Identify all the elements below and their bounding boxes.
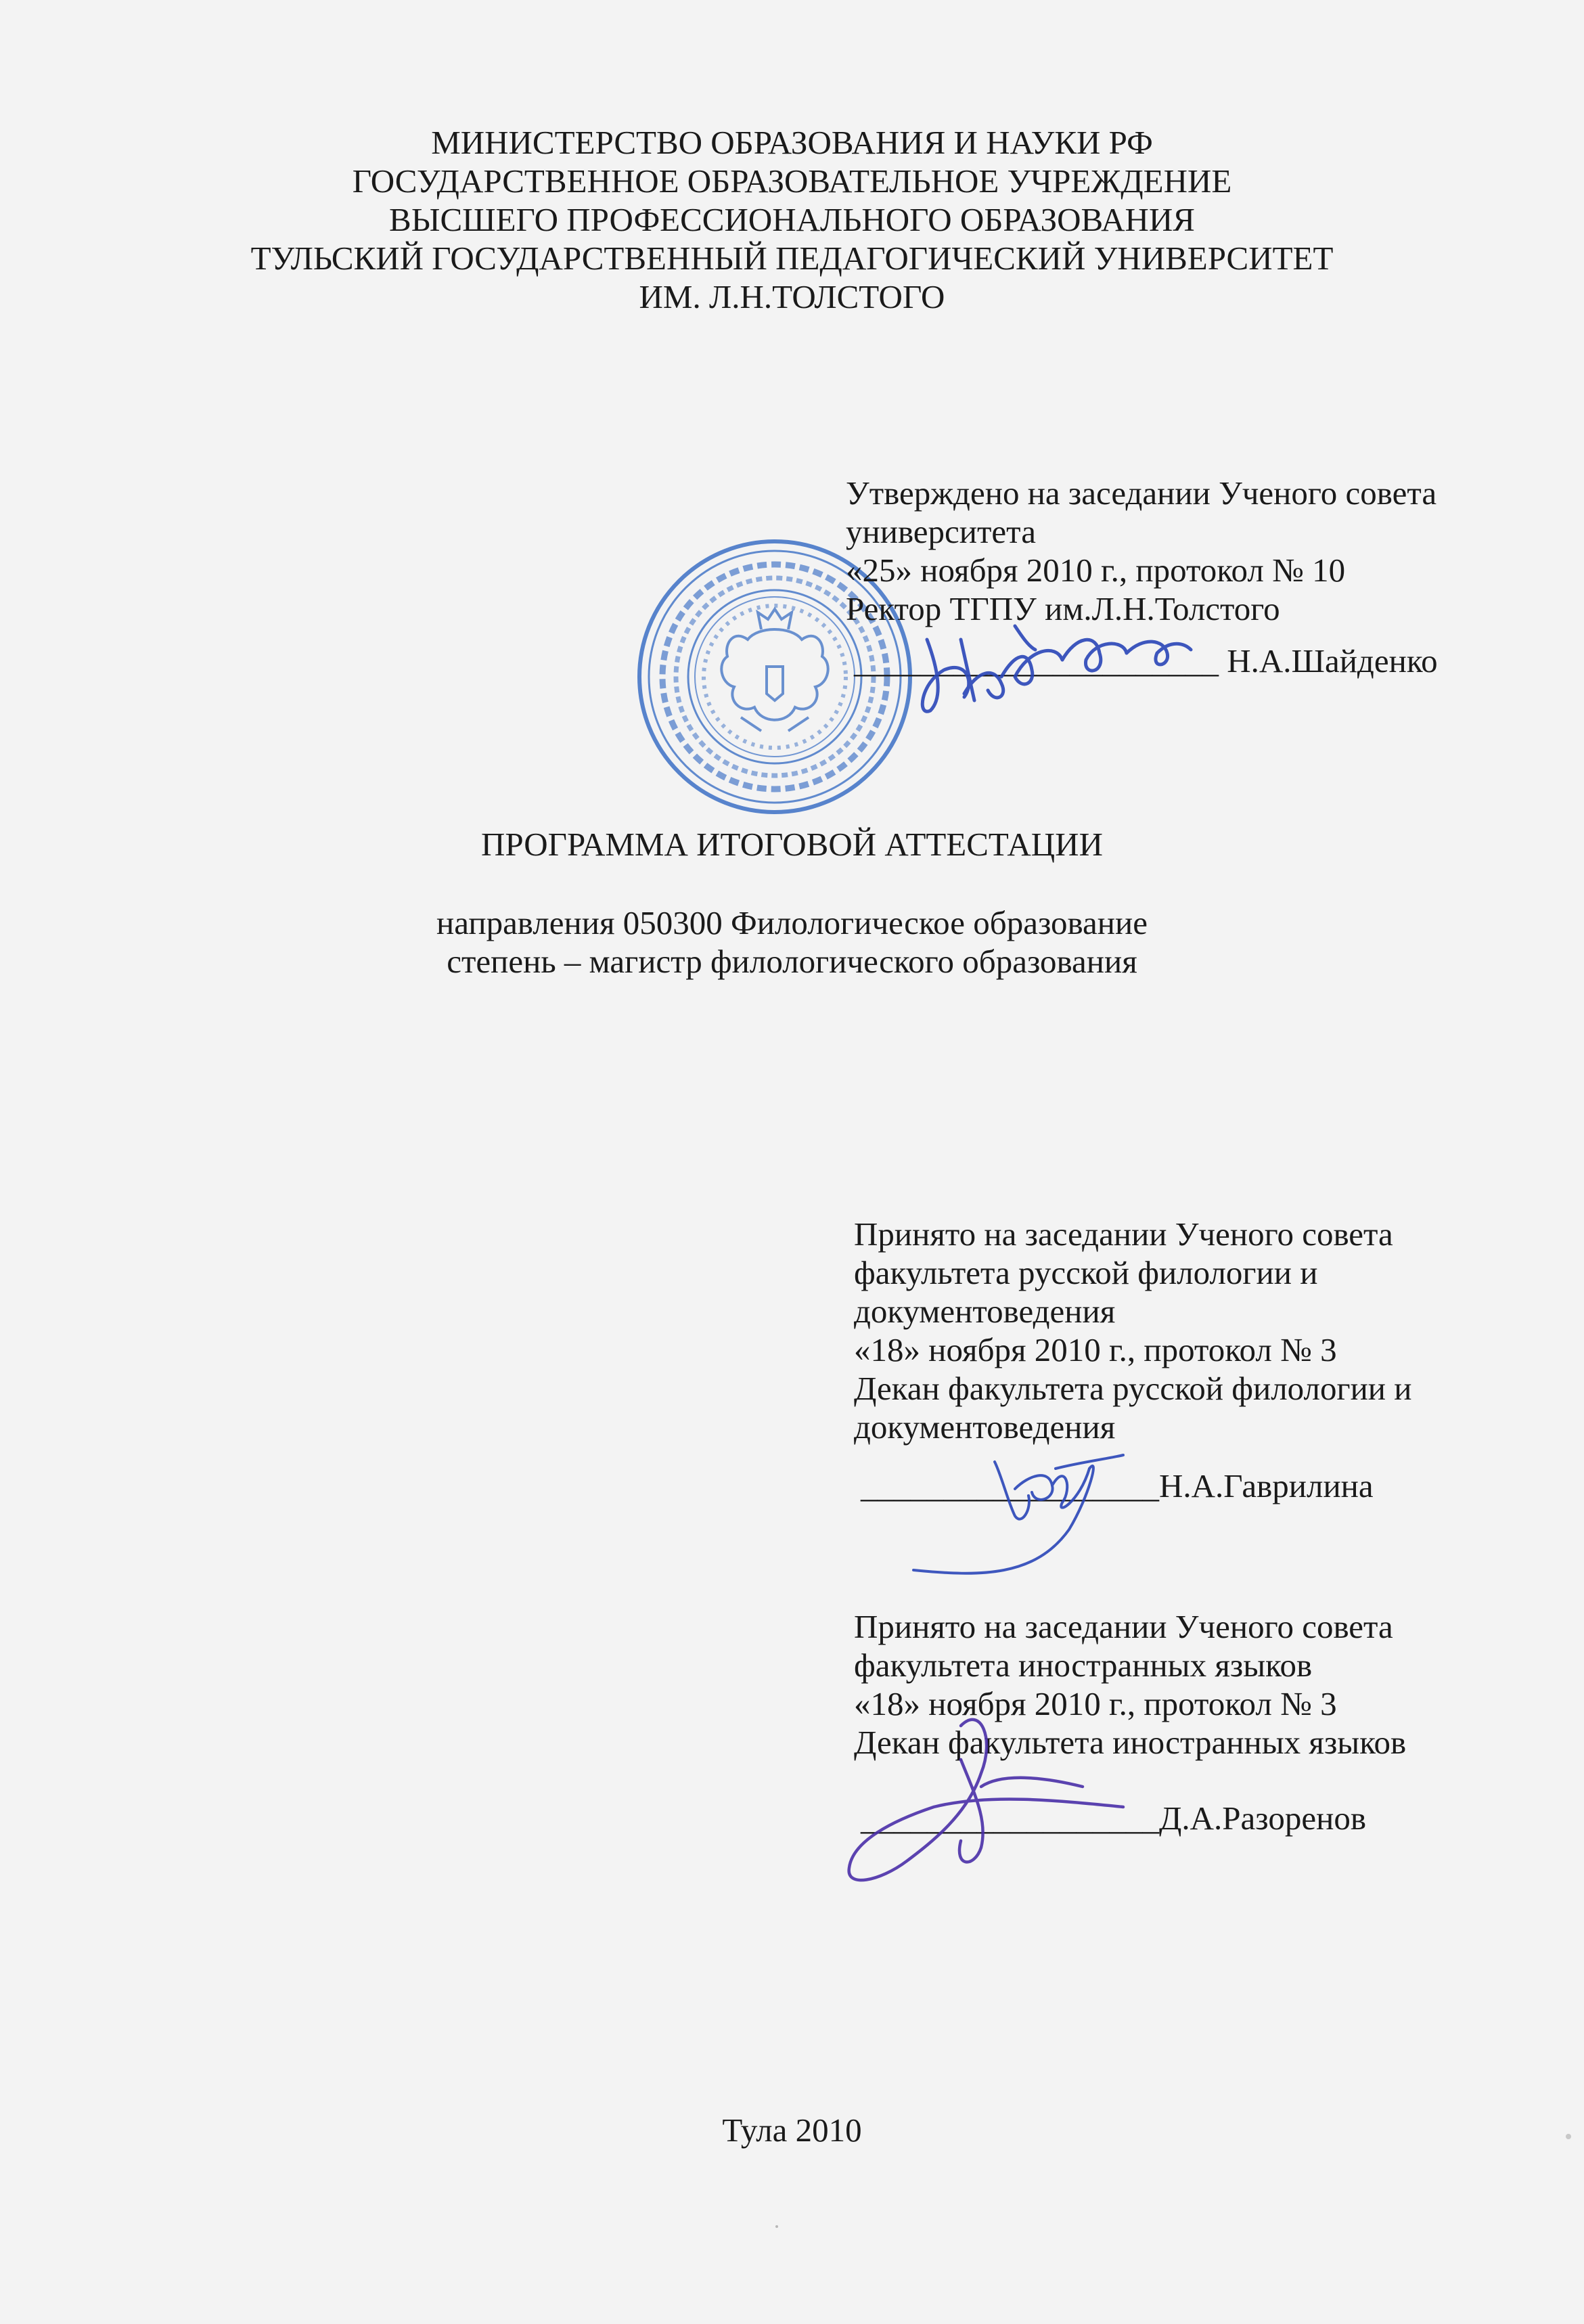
faculty-russian-line-3: документоведения [854,1293,1116,1330]
document-degree: степень – магистр филологического образования [447,943,1137,980]
faculty-foreign-line-2: факультета иностранных языков [854,1647,1313,1684]
faculty-russian-dean-1: Декан факультета русской филологии и [854,1370,1412,1407]
header-institution-type: ГОСУДАРСТВЕННОЕ ОБРАЗОВАТЕЛЬНОЕ УЧРЕЖДЕНИЕ [352,162,1232,200]
header-university-name: ТУЛЬСКИЙ ГОСУДАРСТВЕННЫЙ ПЕДАГОГИЧЕСКИЙ УНИВЕРСИТЕТ [250,240,1334,277]
document-title: ПРОГРАММА ИТОГОВОЙ АТТЕСТАЦИИ [481,826,1103,863]
faculty-russian-signature-line: __________________Н.А.Гаврилина [861,1467,1374,1504]
faculty-foreign-date: «18» ноября 2010 г., протокол № 3 [854,1685,1337,1722]
approval-line-2: университета [846,513,1036,550]
approval-line-1: Утверждено на заседании Ученого совета [846,474,1437,512]
faculty-russian-line-2: факультета русской филологии и [854,1254,1318,1291]
header-ministry: МИНИСТЕРСТВО ОБРАЗОВАНИЯ И НАУКИ РФ [431,124,1153,161]
faculty-foreign-line-1: Принято на заседании Ученого совета [854,1608,1393,1645]
faculty-russian-line-1: Принято на заседании Ученого совета [854,1215,1393,1253]
approval-date: «25» ноября 2010 г., протокол № 10 [846,552,1346,589]
header-named-after: ИМ. Л.Н.ТОЛСТОГО [639,278,945,315]
footer-city-year: Тула 2010 [722,2111,862,2149]
faculty-foreign-dean: Декан факультета иностранных языков [854,1724,1407,1761]
faculty-russian-dean-2: документоведения [854,1408,1116,1446]
header-education-level: ВЫСШЕГО ПРОФЕССИОНАЛЬНОГО ОБРАЗОВАНИЯ [389,201,1195,238]
approval-rector: Ректор ТГПУ им.Л.Н.Толстого [846,590,1280,627]
faculty-russian-date: «18» ноября 2010 г., протокол № 3 [854,1331,1337,1368]
approval-signature-line: ______________________ Н.А.Шайденко [854,642,1438,679]
faculty-foreign-signature-line: __________________Д.А.Разоренов [861,1800,1366,1837]
document-direction: направления 050300 Филологическое образование [436,904,1148,941]
